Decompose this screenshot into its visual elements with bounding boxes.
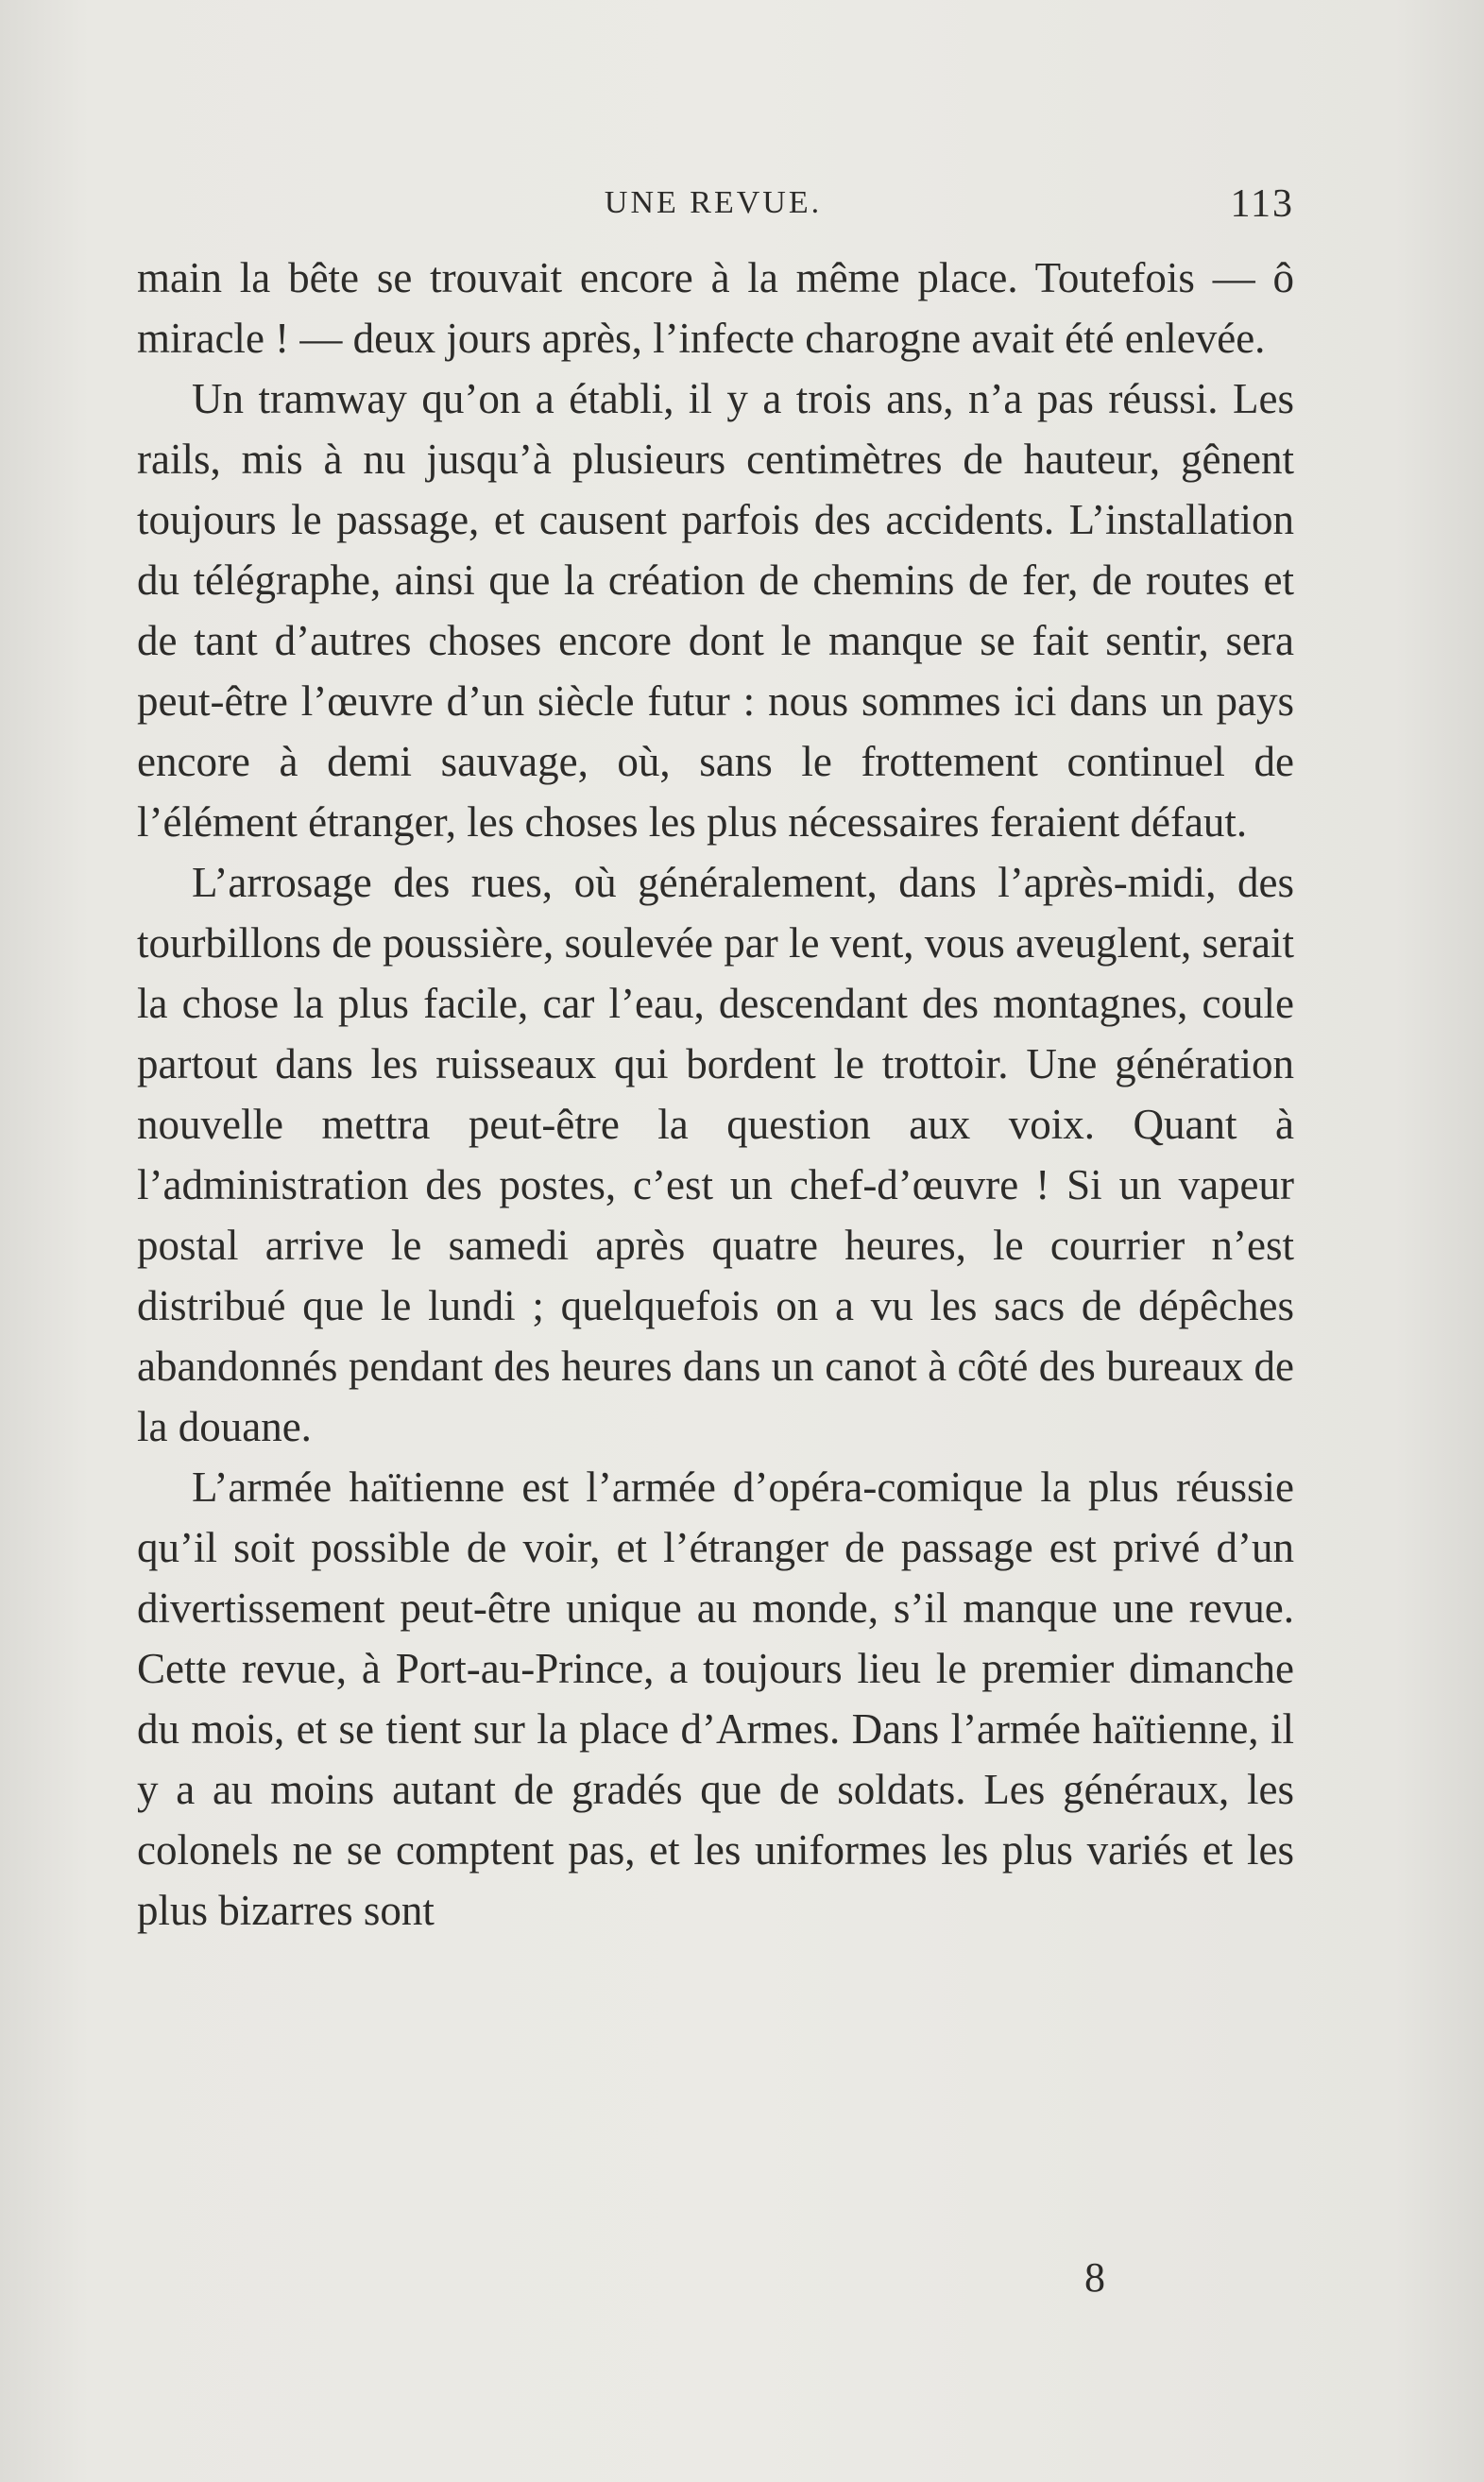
paragraph-armee: L’armée haïtienne est l’armée d’opéra-comique la plus réussie qu’il soit possible de voir, et l’étranger de passage est privé d’un divertissement peut-être unique au monde, s’il manque une revue. Cette revue, à Port-au-Prince, a toujours lieu le premier dimanche du mois, et se tient sur la place d’Armes. Dans l’armée haïtienne, il y a au moins autant de gradés que de soldats. Les généraux, les colonels ne se comptent pas, et les uniformes les plus variés et les plus bizarres sont <box>137 1464 1294 1934</box>
signature-mark: 8 <box>1084 2254 1105 2301</box>
running-head <box>132 181 1294 229</box>
body-text <box>137 248 1294 1941</box>
paragraph-arrosage: L’arrosage des rues, où généralement, dans l’après-midi, des tourbillons de poussière, soulevée par le vent, vous aveuglent, serait la chose la plus facile, car l’eau, descendant des montagnes, coule partout dans les ruisseaux qui bordent le trottoir. Une génération nouvelle mettra peut-être la question aux voix. Quant à l’administration des postes, c’est un chef-d’œuvre ! Si un vapeur postal arrive le samedi après quatre heures, le courrier n’est distribué que le lundi ; quelquefois on a vu les sacs de dépêches abandonnés pendant des heures dans un canot à côté des bureaux de la douane. <box>137 859 1294 1450</box>
paragraph-continuation: main la bête se trouvait encore à la même place. Toutefois — ô miracle ! — deux jours après, l’infecte charogne avait été enlevée. <box>137 254 1294 362</box>
paragraph-tramway: Un tramway qu’on a établi, il y a trois ans, n’a pas réussi. Les rails, mis à nu jusqu’à plusieurs centimètres de hauteur, gênent toujours le passage, et causent parfois des accidents. L’installation du télégraphe, ainsi que la création de chemins de fer, de routes et de tant d’autres choses encore dont le manque se fait sentir, sera peut-être l’œuvre d’un siècle futur : nous sommes ici dans un pays encore à demi sauvage, où, sans le frottement continuel de l’élément étranger, les choses les plus nécessaires feraient défaut. <box>137 375 1294 846</box>
page-number: 113 <box>1230 182 1294 226</box>
running-title: UNE REVUE. <box>604 185 823 220</box>
